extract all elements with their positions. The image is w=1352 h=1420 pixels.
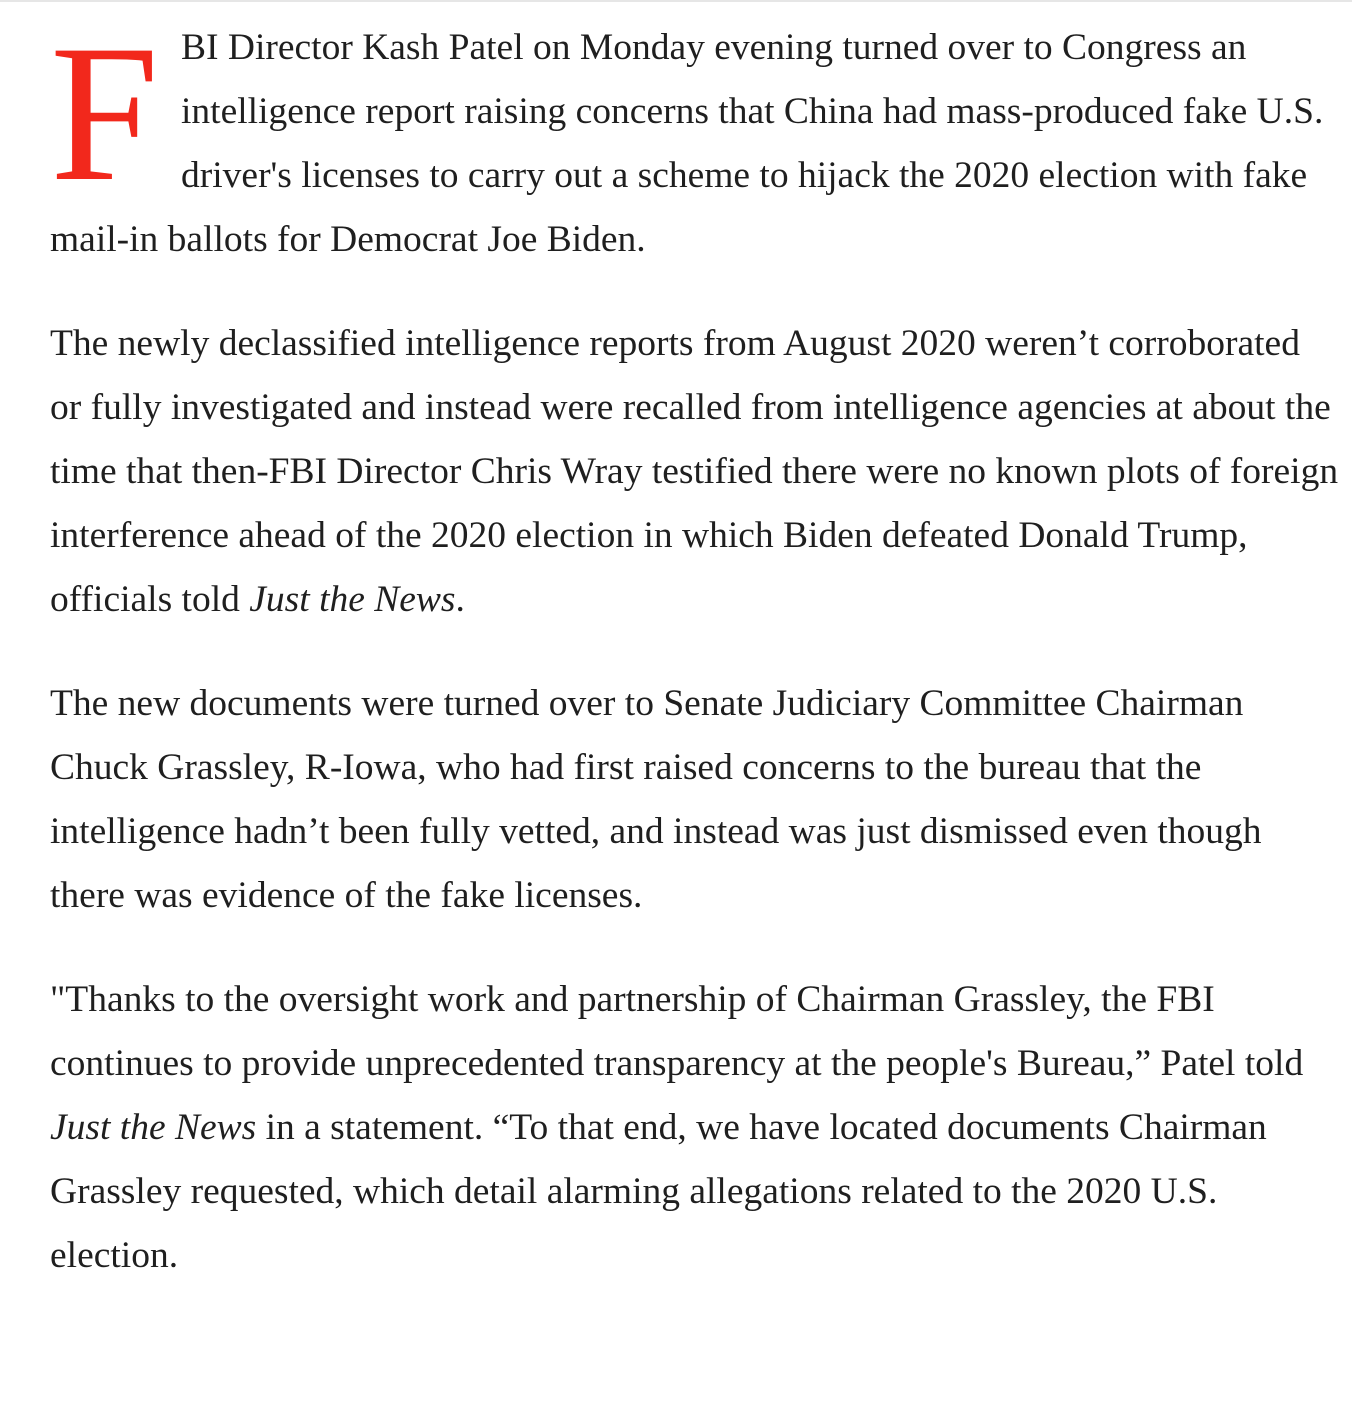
- paragraph-2-text-after: .: [455, 579, 465, 620]
- paragraph-2-text-before: The newly declassified intelligence reports from August 2020 weren’t corroborated or fully investigated and instead were recalled from intelligence agencies at about the time that then-FBI Director Chris Wray testified there were no known plots of foreign interference ahead of the 2020 election in which Biden defeated Donald Trump, officials told: [50, 323, 1339, 620]
- paragraph-3: [50, 672, 1340, 928]
- paragraph-1: [50, 5, 1340, 272]
- paragraph-4-text-before: "Thanks to the oversight work and partnership of Chairman Grassley, the FBI continues to provide unprecedented transparency at the people's Bureau,” Patel told: [50, 979, 1304, 1084]
- article-body: [50, 5, 1340, 1328]
- paragraph-1-text: BI Director Kash Patel on Monday evening turned over to Congress an intelligence report raising concerns that China had mass-produced fake U.S. driver's licenses to carry out a scheme to hijack the 2020 election with fake mail-in ballots for Democrat Joe Biden.: [50, 27, 1324, 260]
- top-divider: [0, 0, 1352, 2]
- drop-cap: F: [50, 5, 160, 222]
- publication-name: Just the News: [249, 579, 456, 620]
- paragraph-2: [50, 312, 1340, 632]
- publication-name: Just the News: [50, 1107, 257, 1148]
- paragraph-4: [50, 968, 1340, 1288]
- paragraph-4-text-after: in a statement. “To that end, we have located documents Chairman Grassley requested, which detail alarming allegations related to the 2020 U.S. election.: [50, 1107, 1267, 1276]
- paragraph-3-text: The new documents were turned over to Senate Judiciary Committee Chairman Chuck Grassley, R-Iowa, who had first raised concerns to the bureau that the intelligence hadn’t been fully vetted, and instead was just dismissed even though there was evidence of the fake licenses.: [50, 683, 1262, 916]
